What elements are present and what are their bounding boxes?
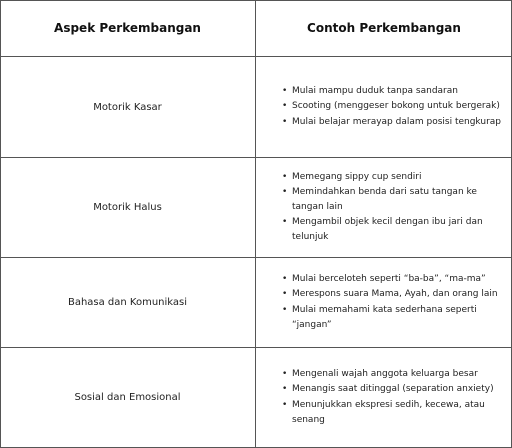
example-text: Menunjukkan ekspresi sedih, kecewa, atau senang	[292, 400, 485, 425]
example-list	[256, 170, 512, 246]
list-item	[282, 185, 504, 214]
bullet-icon: •	[282, 400, 288, 410]
example-text: Mulai belajar merayap dalam posisi tengkurap	[292, 116, 502, 127]
example-list	[256, 272, 512, 333]
aspect-sosial-emosional: Sosial dan Emosional	[74, 392, 181, 403]
bullet-icon: •	[282, 368, 288, 379]
bullet-icon: •	[282, 116, 288, 127]
bullet-icon: •	[282, 187, 288, 198]
example-text: Mulai memahami kata sederhana seperti “jangan”	[292, 305, 477, 330]
list-item	[282, 99, 501, 114]
examples-motorik-kasar	[256, 57, 512, 157]
aspect-motorik-halus: Motorik Halus	[93, 202, 162, 213]
example-text: Memegang sippy cup sendiri	[292, 171, 422, 182]
aspect-motorik-kasar: Motorik Kasar	[93, 101, 162, 113]
example-text: Mulai berceloteh seperti “ba-ba”, “ma-ma”	[292, 273, 486, 284]
list-item	[282, 272, 504, 287]
bullet-icon: •	[282, 101, 288, 112]
list-item	[282, 398, 504, 427]
list-item	[282, 215, 504, 244]
example-list	[256, 84, 509, 131]
example-text: Memindahkan benda dari satu tangan ke tangan lain	[292, 187, 477, 212]
example-text: Menangis saat ditinggal (separation anxiety)	[292, 384, 494, 395]
example-text: Mulai mampu duduk tanpa sandaran	[292, 85, 458, 96]
example-text: Merespons suara Mama, Ayah, dan orang lain	[292, 289, 498, 300]
bullet-icon: •	[282, 273, 288, 284]
examples-motorik-halus	[256, 158, 512, 257]
example-text: Mengenali wajah anggota keluarga besar	[292, 368, 478, 379]
bullet-icon: •	[282, 85, 288, 96]
list-item	[282, 84, 501, 99]
example-list	[256, 367, 512, 428]
header-aspect: Aspek Perkembangan	[54, 21, 201, 35]
example-text: Scooting (menggeser bokong untuk bergerak)	[292, 101, 500, 112]
list-item	[282, 287, 504, 302]
bullet-icon: •	[282, 171, 288, 182]
aspect-bahasa-komunikasi: Bahasa dan Komunikasi	[67, 297, 188, 308]
bullet-icon: •	[282, 217, 288, 228]
list-item	[282, 367, 504, 382]
list-item	[282, 115, 502, 130]
examples-bahasa-komunikasi	[256, 258, 512, 347]
list-item	[282, 170, 504, 185]
header-examples: Contoh Perkembangan	[307, 21, 461, 35]
bullet-icon: •	[282, 289, 288, 300]
example-text: Mengambil objek kecil dengan ibu jari dan telunjuk	[292, 217, 483, 242]
examples-sosial-emosional	[256, 348, 512, 447]
bullet-icon: •	[282, 305, 288, 315]
list-item	[282, 303, 504, 332]
list-item	[282, 382, 504, 397]
bullet-icon: •	[282, 384, 288, 395]
